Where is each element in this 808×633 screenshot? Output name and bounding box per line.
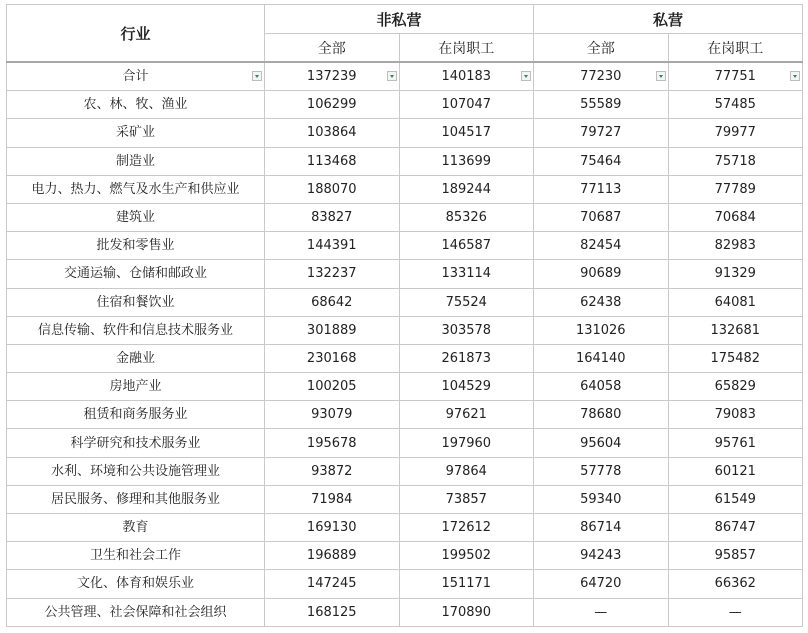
filter-dropdown-icon[interactable]	[790, 71, 800, 81]
cell-value: 86747	[714, 520, 756, 536]
nonprivate-onjob-cell	[399, 316, 534, 344]
private-onjob-cell	[668, 203, 803, 231]
nonprivate-onjob-cell	[399, 344, 534, 372]
header-industry: 行业	[7, 5, 265, 63]
cell-value: 169130	[306, 520, 357, 536]
private-onjob-cell	[668, 147, 803, 175]
cell-value: 建筑业	[115, 210, 155, 226]
cell-value: 188070	[306, 181, 357, 197]
nonprivate-onjob-cell	[399, 485, 534, 513]
private-all-cell	[534, 91, 669, 119]
cell-value: —	[728, 604, 742, 620]
cell-value: 175482	[710, 350, 761, 366]
cell-value: 公共管理、社会保障和社会组织	[44, 604, 227, 620]
nonprivate-onjob-cell	[399, 62, 534, 91]
private-onjob-cell	[668, 316, 803, 344]
nonprivate-onjob-cell	[399, 373, 534, 401]
cell-value: 301889	[306, 322, 357, 338]
nonprivate-all-cell	[265, 598, 400, 626]
wage-table	[6, 4, 803, 627]
table-row	[7, 175, 803, 203]
industry-name-cell	[7, 119, 265, 147]
industry-name-cell	[7, 542, 265, 570]
cell-value: 79083	[714, 407, 756, 423]
private-onjob-cell	[668, 62, 803, 91]
private-onjob-cell	[668, 598, 803, 626]
nonprivate-all-cell	[265, 401, 400, 429]
nonprivate-onjob-cell	[399, 91, 534, 119]
industry-name-cell	[7, 288, 265, 316]
private-onjob-cell	[668, 175, 803, 203]
cell-value: —	[594, 604, 608, 620]
cell-value: 104517	[441, 125, 492, 141]
wage-table-container	[6, 4, 803, 627]
nonprivate-all-cell	[265, 203, 400, 231]
cell-value: 199502	[441, 548, 492, 564]
cell-value: 107047	[441, 97, 492, 113]
private-all-cell	[534, 457, 669, 485]
cell-value: 住宿和餐饮业	[96, 294, 175, 310]
cell-value: 64058	[580, 379, 622, 395]
cell-value: 132681	[710, 322, 761, 338]
cell-value: 文化、体育和娱乐业	[76, 576, 194, 592]
private-all-cell	[534, 401, 669, 429]
nonprivate-all-cell	[265, 485, 400, 513]
cell-value: 144391	[306, 238, 357, 254]
cell-value: 居民服务、修理和其他服务业	[50, 491, 220, 507]
table-row	[7, 457, 803, 485]
header-nonprivate-onjob: 在岗职工	[399, 34, 534, 63]
cell-value: 106299	[306, 97, 357, 113]
cell-value: 79977	[714, 125, 756, 141]
cell-value: 97864	[445, 463, 487, 479]
table-row	[7, 203, 803, 231]
table-row	[7, 91, 803, 119]
table-row	[7, 288, 803, 316]
cell-value: 113468	[306, 153, 357, 169]
private-all-cell	[534, 203, 669, 231]
cell-value: 水利、环境和公共设施管理业	[50, 463, 220, 479]
cell-value: 房地产业	[109, 379, 162, 395]
cell-value: 164140	[575, 350, 626, 366]
private-all-cell	[534, 288, 669, 316]
cell-value: 113699	[441, 153, 492, 169]
private-onjob-cell	[668, 457, 803, 485]
cell-value: 93079	[311, 407, 353, 423]
cell-value: 103864	[306, 125, 357, 141]
cell-value: 采矿业	[115, 125, 155, 141]
table-row	[7, 542, 803, 570]
cell-value: 230168	[306, 350, 357, 366]
header-group-nonprivate: 非私营	[265, 5, 534, 34]
industry-name-cell	[7, 457, 265, 485]
table-header	[7, 5, 803, 63]
cell-value: 65829	[714, 379, 756, 395]
private-all-cell	[534, 147, 669, 175]
cell-value: 61549	[714, 491, 756, 507]
cell-value: 146587	[441, 238, 492, 254]
private-onjob-cell	[668, 119, 803, 147]
nonprivate-onjob-cell	[399, 598, 534, 626]
private-all-cell	[534, 485, 669, 513]
private-onjob-cell	[668, 514, 803, 542]
cell-value: 172612	[441, 520, 492, 536]
cell-value: 95604	[580, 435, 622, 451]
cell-value: 55589	[580, 97, 622, 113]
industry-name-cell	[7, 175, 265, 203]
table-row	[7, 485, 803, 513]
cell-value: 64720	[580, 576, 622, 592]
private-all-cell	[534, 429, 669, 457]
private-all-cell	[534, 232, 669, 260]
cell-value: 农、林、牧、渔业	[83, 97, 188, 113]
private-all-cell	[534, 598, 669, 626]
cell-value: 75524	[445, 294, 487, 310]
cell-value: 57778	[580, 463, 622, 479]
nonprivate-onjob-cell	[399, 457, 534, 485]
private-onjob-cell	[668, 429, 803, 457]
private-onjob-cell	[668, 288, 803, 316]
nonprivate-all-cell	[265, 119, 400, 147]
cell-value: 59340	[580, 491, 622, 507]
cell-value: 68642	[311, 294, 353, 310]
nonprivate-all-cell	[265, 232, 400, 260]
header-group-private: 私营	[534, 5, 803, 34]
cell-value: 94243	[580, 548, 622, 564]
nonprivate-onjob-cell	[399, 147, 534, 175]
cell-value: 77113	[580, 181, 622, 197]
cell-value: 科学研究和技术服务业	[70, 435, 201, 451]
table-body	[7, 62, 803, 626]
nonprivate-onjob-cell	[399, 203, 534, 231]
filter-dropdown-icon[interactable]	[252, 71, 262, 81]
cell-value: 78680	[580, 407, 622, 423]
private-onjob-cell	[668, 542, 803, 570]
nonprivate-all-cell	[265, 514, 400, 542]
nonprivate-all-cell	[265, 288, 400, 316]
table-row	[7, 119, 803, 147]
nonprivate-all-cell	[265, 147, 400, 175]
nonprivate-all-cell	[265, 373, 400, 401]
nonprivate-onjob-cell	[399, 514, 534, 542]
cell-value: 82983	[714, 238, 756, 254]
cell-value: 电力、热力、燃气及水生产和供应业	[31, 181, 240, 197]
cell-value: 132237	[306, 266, 357, 282]
cell-value: 金融业	[115, 350, 155, 366]
cell-value: 71984	[311, 491, 353, 507]
private-onjob-cell	[668, 260, 803, 288]
table-row	[7, 344, 803, 372]
nonprivate-onjob-cell	[399, 260, 534, 288]
cell-value: 91329	[714, 266, 756, 282]
nonprivate-all-cell	[265, 429, 400, 457]
cell-value: 86714	[580, 520, 622, 536]
table-row	[7, 514, 803, 542]
industry-name-cell	[7, 598, 265, 626]
nonprivate-all-cell	[265, 542, 400, 570]
private-all-cell	[534, 260, 669, 288]
cell-value: 70687	[580, 210, 622, 226]
private-onjob-cell	[668, 373, 803, 401]
nonprivate-onjob-cell	[399, 542, 534, 570]
private-all-cell	[534, 62, 669, 91]
header-nonprivate-all: 全部	[265, 34, 400, 63]
cell-value: 73857	[445, 491, 487, 507]
filter-dropdown-icon[interactable]	[521, 71, 531, 81]
table-row	[7, 570, 803, 598]
cell-value: 189244	[441, 181, 492, 197]
private-all-cell	[534, 344, 669, 372]
cell-value: 261873	[441, 350, 492, 366]
cell-value: 195678	[306, 435, 357, 451]
nonprivate-onjob-cell	[399, 429, 534, 457]
cell-value: 97621	[445, 407, 487, 423]
cell-value: 信息传输、软件和信息技术服务业	[37, 322, 233, 338]
cell-value: 60121	[714, 463, 756, 479]
cell-value: 66362	[714, 576, 756, 592]
cell-value: 交通运输、仓储和邮政业	[63, 266, 207, 282]
nonprivate-onjob-cell	[399, 175, 534, 203]
private-all-cell	[534, 316, 669, 344]
private-all-cell	[534, 514, 669, 542]
cell-value: 93872	[311, 463, 353, 479]
header-private-onjob: 在岗职工	[668, 34, 803, 63]
industry-name-cell	[7, 570, 265, 598]
cell-value: 75718	[714, 153, 756, 169]
cell-value: 85326	[445, 210, 487, 226]
cell-value: 教育	[122, 520, 149, 536]
industry-name-cell	[7, 514, 265, 542]
nonprivate-onjob-cell	[399, 288, 534, 316]
industry-name-cell	[7, 316, 265, 344]
cell-value: 卫生和社会工作	[89, 548, 181, 564]
cell-value: 151171	[441, 576, 492, 592]
private-all-cell	[534, 570, 669, 598]
nonprivate-all-cell	[265, 260, 400, 288]
cell-value: 147245	[306, 576, 357, 592]
cell-value: 57485	[714, 97, 756, 113]
cell-value: 82454	[580, 238, 622, 254]
cell-value: 95857	[714, 548, 756, 564]
cell-value: 140183	[441, 69, 492, 85]
private-onjob-cell	[668, 91, 803, 119]
cell-value: 83827	[311, 210, 353, 226]
industry-name-cell	[7, 232, 265, 260]
cell-value: 制造业	[115, 153, 155, 169]
table-row	[7, 373, 803, 401]
private-all-cell	[534, 175, 669, 203]
private-all-cell	[534, 542, 669, 570]
cell-value: 131026	[575, 322, 626, 338]
private-onjob-cell	[668, 401, 803, 429]
nonprivate-all-cell	[265, 175, 400, 203]
cell-value: 197960	[441, 435, 492, 451]
cell-value: 95761	[714, 435, 756, 451]
nonprivate-onjob-cell	[399, 570, 534, 598]
cell-value: 133114	[441, 266, 492, 282]
nonprivate-onjob-cell	[399, 401, 534, 429]
private-all-cell	[534, 119, 669, 147]
cell-value: 303578	[441, 322, 492, 338]
nonprivate-onjob-cell	[399, 119, 534, 147]
cell-value: 168125	[306, 604, 357, 620]
private-onjob-cell	[668, 344, 803, 372]
industry-name-cell	[7, 373, 265, 401]
cell-value: 62438	[580, 294, 622, 310]
filter-dropdown-icon[interactable]	[656, 71, 666, 81]
private-all-cell	[534, 373, 669, 401]
table-row	[7, 598, 803, 626]
cell-value: 77789	[714, 181, 756, 197]
industry-name-cell	[7, 485, 265, 513]
cell-value: 196889	[306, 548, 357, 564]
cell-value: 170890	[441, 604, 492, 620]
nonprivate-all-cell	[265, 457, 400, 485]
cell-value: 租赁和商务服务业	[83, 407, 188, 423]
cell-value: 批发和零售业	[96, 238, 175, 254]
cell-value: 79727	[580, 125, 622, 141]
cell-value: 合计	[122, 69, 149, 85]
private-onjob-cell	[668, 485, 803, 513]
nonprivate-all-cell	[265, 316, 400, 344]
cell-value: 64081	[714, 294, 756, 310]
table-row	[7, 232, 803, 260]
cell-value: 75464	[580, 153, 622, 169]
private-onjob-cell	[668, 232, 803, 260]
nonprivate-all-cell	[265, 570, 400, 598]
cell-value: 77230	[580, 69, 622, 85]
industry-name-cell	[7, 260, 265, 288]
table-row	[7, 260, 803, 288]
table-row	[7, 316, 803, 344]
cell-value: 90689	[580, 266, 622, 282]
industry-name-cell	[7, 147, 265, 175]
nonprivate-all-cell	[265, 62, 400, 91]
cell-value: 100205	[306, 379, 357, 395]
industry-name-cell	[7, 344, 265, 372]
cell-value: 104529	[441, 379, 492, 395]
table-row	[7, 401, 803, 429]
nonprivate-all-cell	[265, 91, 400, 119]
nonprivate-all-cell	[265, 344, 400, 372]
nonprivate-onjob-cell	[399, 232, 534, 260]
industry-name-cell	[7, 203, 265, 231]
table-row	[7, 147, 803, 175]
cell-value: 137239	[306, 69, 357, 85]
cell-value: 70684	[714, 210, 756, 226]
filter-dropdown-icon[interactable]	[387, 71, 397, 81]
header-private-all: 全部	[534, 34, 669, 63]
private-onjob-cell	[668, 570, 803, 598]
industry-name-cell	[7, 62, 265, 91]
industry-name-cell	[7, 91, 265, 119]
cell-value: 77751	[714, 69, 756, 85]
industry-name-cell	[7, 401, 265, 429]
table-row	[7, 429, 803, 457]
table-row	[7, 62, 803, 91]
industry-name-cell	[7, 429, 265, 457]
